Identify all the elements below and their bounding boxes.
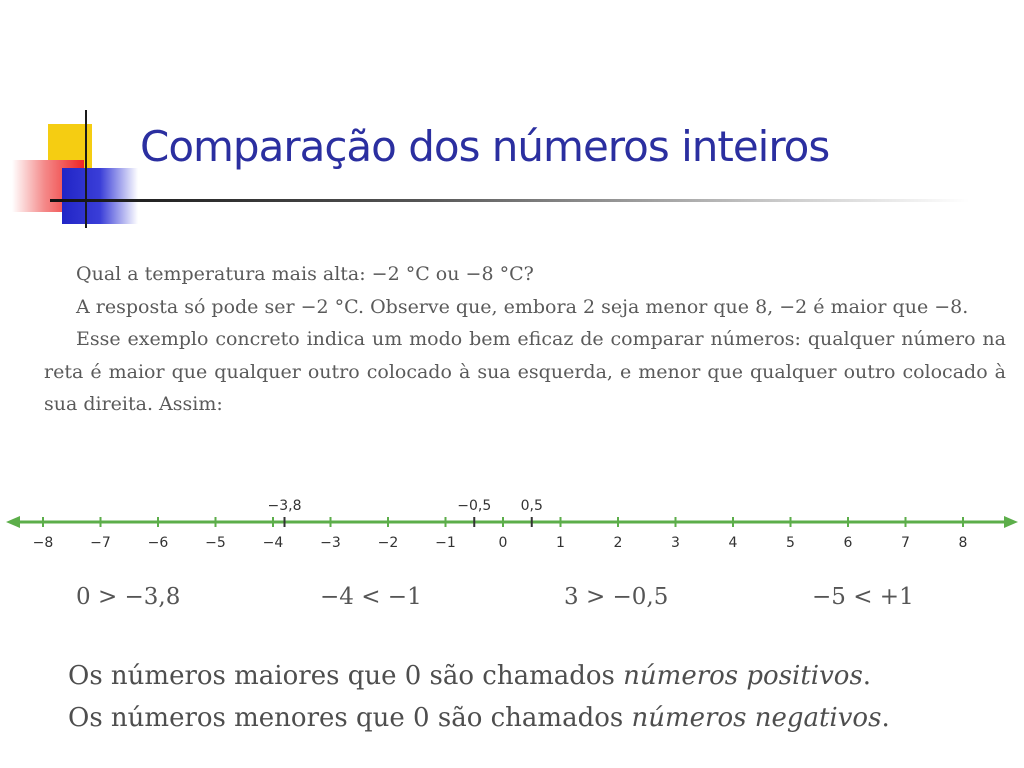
- arrow-right-icon: [1004, 516, 1018, 528]
- tick-label: 2: [613, 535, 623, 551]
- paragraph-answer: A resposta só pode ser −2 °C. Observe que, embora 2 seja menor que 8, −2 é maior que −8.: [76, 295, 969, 318]
- tick-label: 7: [901, 535, 910, 551]
- arrow-left-icon: [6, 516, 20, 528]
- paragraph-question: Qual a temperatura mais alta: −2 °C ou −8 °C?: [76, 263, 534, 285]
- tick-label: −7: [90, 535, 111, 551]
- tick-label: 6: [843, 535, 853, 551]
- conclusion-text: Os números menores que 0 são chamados: [68, 703, 632, 733]
- conclusion-text: Os números maiores que 0 são chamados: [68, 661, 624, 691]
- decor-vertical-line: [85, 110, 87, 228]
- marked-point-label: −0,5: [457, 498, 492, 514]
- conclusion-negative: [68, 702, 968, 736]
- comparison-4: −5 < +1: [812, 584, 914, 610]
- conclusion-period: .: [862, 661, 872, 691]
- tick-label: −6: [147, 535, 169, 551]
- tick-label: −3: [320, 535, 341, 551]
- marked-point-label: 0,5: [520, 498, 543, 514]
- paragraph-rule: Esse exemplo concreto indica um modo bem eficaz de comparar números: qualquer número na reta é maior que qualquer outro colocado à sua esquerda, e menor que qualquer outro colocado à sua direita. Assim:: [44, 328, 1006, 415]
- comparison-1: 0 > −3,8: [76, 584, 181, 610]
- conclusion-positive: [68, 660, 968, 694]
- comparison-3: 3 > −0,5: [564, 584, 669, 610]
- tick-label: −8: [32, 535, 54, 551]
- tick-label: −1: [435, 535, 456, 551]
- tick-label: 0: [498, 535, 508, 551]
- number-line: [0, 492, 1024, 562]
- body-text: [44, 258, 1006, 421]
- decor-blue-square: [62, 168, 138, 224]
- tick-label: 4: [728, 535, 738, 551]
- title-underline: [50, 199, 970, 202]
- tick-label: 8: [958, 535, 968, 551]
- comparison-2: −4 < −1: [320, 584, 422, 610]
- tick-label: −4: [262, 535, 284, 551]
- slide-title: Comparação dos números inteiros: [140, 122, 830, 171]
- tick-label: 3: [671, 535, 680, 551]
- tick-label: 1: [556, 535, 565, 551]
- term-positive: números positivos: [623, 661, 863, 691]
- term-negative: números negativos: [631, 703, 882, 733]
- tick-label: 5: [786, 535, 795, 551]
- tick-label: −2: [377, 535, 399, 551]
- marked-point-label: −3,8: [267, 498, 302, 514]
- tick-label: −5: [205, 535, 226, 551]
- conclusion-period: .: [881, 703, 890, 733]
